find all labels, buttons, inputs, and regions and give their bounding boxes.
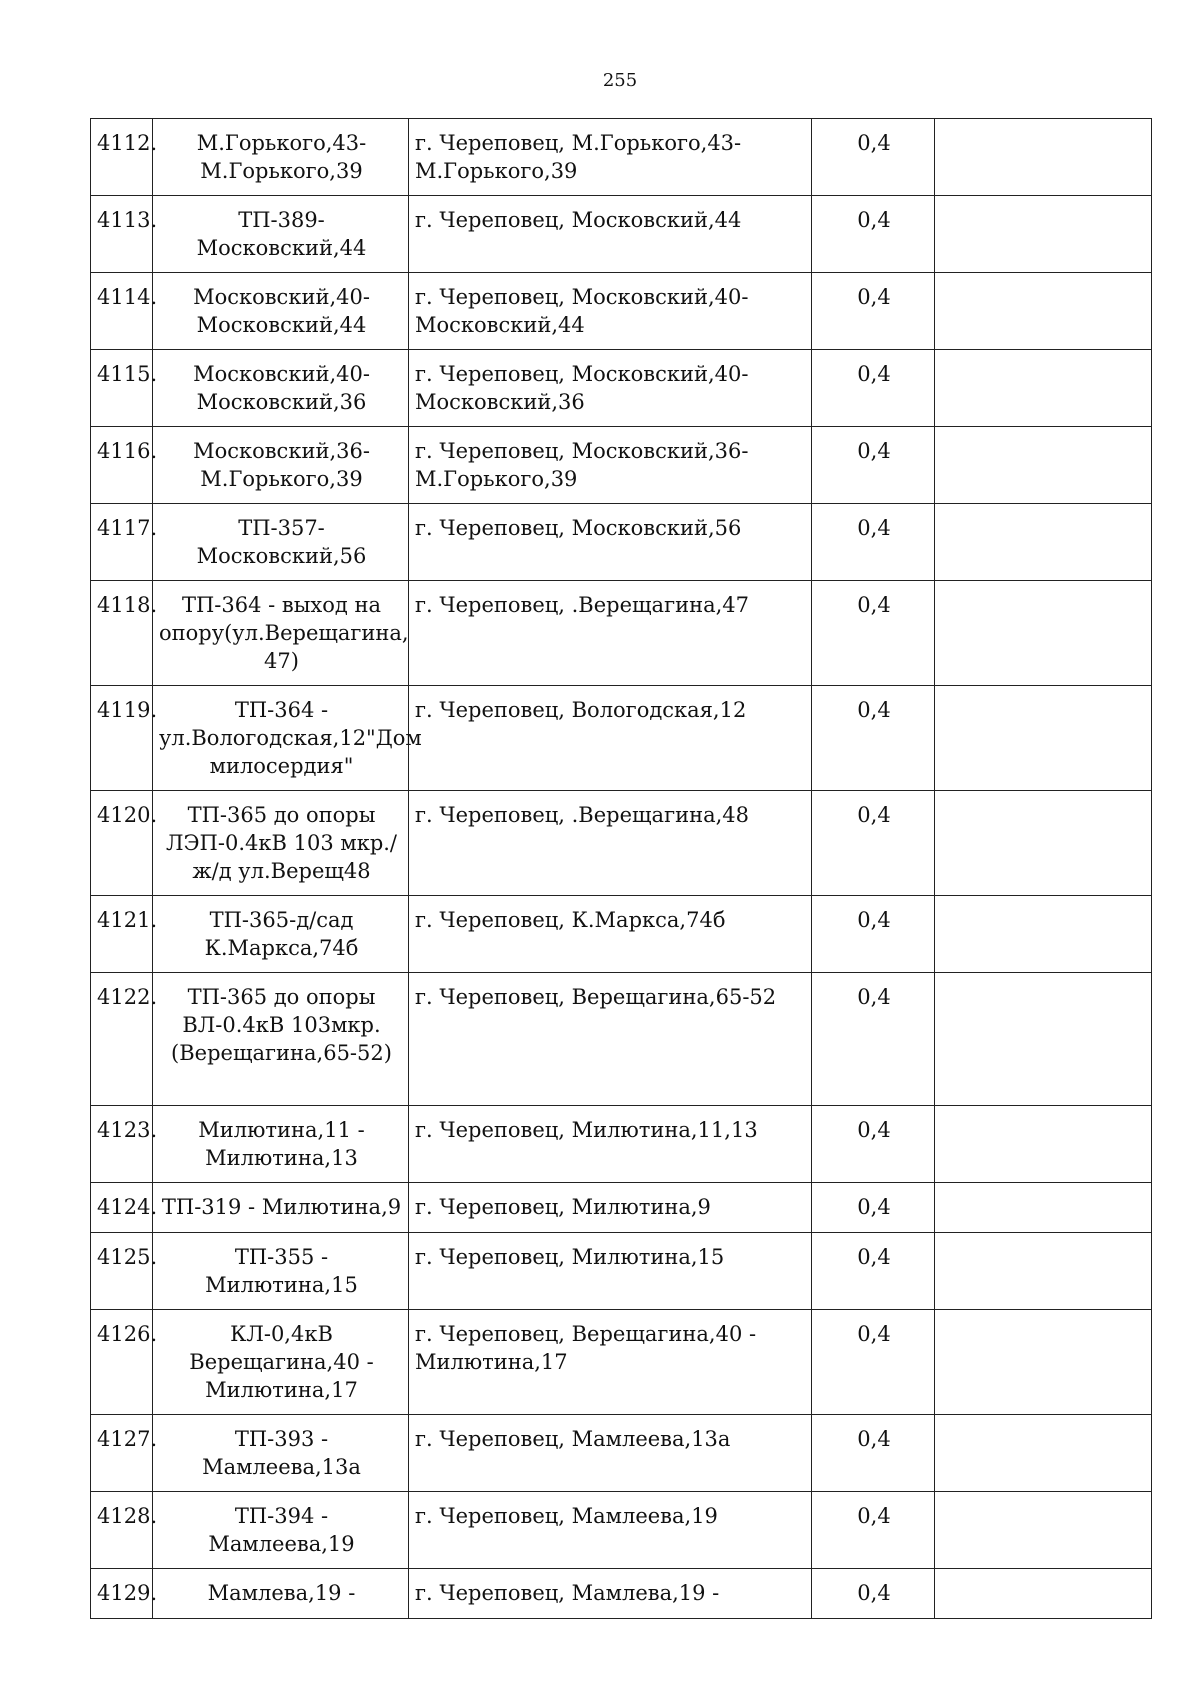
note-cell [935, 273, 1152, 350]
line-name-cell: ТП-319 - Милютина,9 [153, 1183, 409, 1233]
table-row [91, 1310, 1152, 1415]
note-cell [935, 896, 1152, 973]
note-cell [935, 1415, 1152, 1492]
row-number-cell: 4126. [91, 1310, 153, 1415]
row-number-cell: 4118. [91, 581, 153, 686]
note-cell [935, 1492, 1152, 1569]
row-number-cell: 4123. [91, 1106, 153, 1183]
voltage-cell: 0,4 [812, 1233, 935, 1310]
line-name-cell: М.Горького,43-М.Горького,39 [153, 119, 409, 196]
row-number-cell: 4127. [91, 1415, 153, 1492]
row-number-cell: 4122. [91, 973, 153, 1106]
line-name-cell: ТП-365-д/сад К.Маркса,74б [153, 896, 409, 973]
note-cell [935, 1233, 1152, 1310]
table-row [91, 1233, 1152, 1310]
table-row [91, 504, 1152, 581]
voltage-cell: 0,4 [812, 581, 935, 686]
voltage-cell: 0,4 [812, 973, 935, 1106]
power-line-register-table [90, 118, 1152, 1619]
address-cell: г. Череповец, Московский,40-Московский,36 [409, 350, 812, 427]
note-cell [935, 196, 1152, 273]
note-cell [935, 504, 1152, 581]
table-row [91, 973, 1152, 1106]
note-cell [935, 119, 1152, 196]
voltage-cell: 0,4 [812, 1492, 935, 1569]
note-cell [935, 1569, 1152, 1619]
row-number-cell: 4119. [91, 686, 153, 791]
page-number: 255 [602, 70, 638, 91]
row-number-cell: 4129. [91, 1569, 153, 1619]
address-cell: г. Череповец, .Верещагина,48 [409, 791, 812, 896]
table-row [91, 119, 1152, 196]
table-row [91, 427, 1152, 504]
row-number-cell: 4112. [91, 119, 153, 196]
row-number-cell: 4116. [91, 427, 153, 504]
voltage-cell: 0,4 [812, 686, 935, 791]
address-cell: г. Череповец, Верещагина,40 - Милютина,17 [409, 1310, 812, 1415]
address-cell: г. Череповец, Московский,56 [409, 504, 812, 581]
line-name-cell: ТП-355 - Милютина,15 [153, 1233, 409, 1310]
row-number-cell: 4117. [91, 504, 153, 581]
table-body [91, 119, 1152, 1619]
line-name-cell: Московский,36-М.Горького,39 [153, 427, 409, 504]
address-cell: г. Череповец, Верещагина,65-52 [409, 973, 812, 1106]
line-name-cell: ТП-393 - Мамлеева,13а [153, 1415, 409, 1492]
table-row [91, 350, 1152, 427]
address-cell: г. Череповец, Мамлеева,19 [409, 1492, 812, 1569]
voltage-cell: 0,4 [812, 504, 935, 581]
voltage-cell: 0,4 [812, 273, 935, 350]
address-cell: г. Череповец, Мамлеева,13а [409, 1415, 812, 1492]
address-cell: г. Череповец, Мамлева,19 - [409, 1569, 812, 1619]
address-cell: г. Череповец, К.Маркса,74б [409, 896, 812, 973]
table-row [91, 273, 1152, 350]
voltage-cell: 0,4 [812, 791, 935, 896]
line-name-cell: ТП-394 - Мамлеева,19 [153, 1492, 409, 1569]
table-row [91, 581, 1152, 686]
table-row [91, 1492, 1152, 1569]
address-cell: г. Череповец, Московский,44 [409, 196, 812, 273]
line-name-cell: Мамлева,19 - [153, 1569, 409, 1619]
note-cell [935, 686, 1152, 791]
note-cell [935, 973, 1152, 1106]
row-number-cell: 4120. [91, 791, 153, 896]
note-cell [935, 581, 1152, 686]
voltage-cell: 0,4 [812, 896, 935, 973]
line-name-cell: ТП-364 - ул.Вологодская,12"Дом милосердия" [153, 686, 409, 791]
note-cell [935, 1106, 1152, 1183]
address-cell: г. Череповец, Милютина,11,13 [409, 1106, 812, 1183]
row-number-cell: 4124. [91, 1183, 153, 1233]
note-cell [935, 427, 1152, 504]
line-name-cell: Милютина,11 - Милютина,13 [153, 1106, 409, 1183]
address-cell: г. Череповец, М.Горького,43-М.Горького,39 [409, 119, 812, 196]
table-row [91, 1106, 1152, 1183]
table-row [91, 1569, 1152, 1619]
table-row [91, 1183, 1152, 1233]
line-name-cell: ТП-365 до опоры ЛЭП-0.4кВ 103 мкр./ж/д ул.Верещ48 [153, 791, 409, 896]
address-cell: г. Череповец, Милютина,15 [409, 1233, 812, 1310]
address-cell: г. Череповец, Вологодская,12 [409, 686, 812, 791]
table-row [91, 791, 1152, 896]
table-row [91, 896, 1152, 973]
voltage-cell: 0,4 [812, 1183, 935, 1233]
line-name-cell: ТП-357-Московский,56 [153, 504, 409, 581]
address-cell: г. Череповец, Милютина,9 [409, 1183, 812, 1233]
row-number-cell: 4113. [91, 196, 153, 273]
row-number-cell: 4114. [91, 273, 153, 350]
address-cell: г. Череповец, Московский,40-Московский,44 [409, 273, 812, 350]
voltage-cell: 0,4 [812, 1415, 935, 1492]
note-cell [935, 1183, 1152, 1233]
note-cell [935, 791, 1152, 896]
voltage-cell: 0,4 [812, 1569, 935, 1619]
line-name-cell: Московский,40-Московский,44 [153, 273, 409, 350]
row-number-cell: 4125. [91, 1233, 153, 1310]
voltage-cell: 0,4 [812, 1106, 935, 1183]
voltage-cell: 0,4 [812, 427, 935, 504]
note-cell [935, 1310, 1152, 1415]
table-row [91, 686, 1152, 791]
voltage-cell: 0,4 [812, 196, 935, 273]
line-name-cell: КЛ-0,4кВ Верещагина,40 - Милютина,17 [153, 1310, 409, 1415]
row-number-cell: 4121. [91, 896, 153, 973]
address-cell: г. Череповец, .Верещагина,47 [409, 581, 812, 686]
note-cell [935, 350, 1152, 427]
row-number-cell: 4128. [91, 1492, 153, 1569]
line-name-cell: ТП-365 до опоры ВЛ-0.4кВ 103мкр.(Верещагина,65-52) [153, 973, 409, 1106]
line-name-cell: ТП-364 - выход на опору(ул.Верещагина, 47) [153, 581, 409, 686]
row-number-cell: 4115. [91, 350, 153, 427]
line-name-cell: ТП-389-Московский,44 [153, 196, 409, 273]
voltage-cell: 0,4 [812, 350, 935, 427]
address-cell: г. Череповец, Московский,36-М.Горького,39 [409, 427, 812, 504]
line-name-cell: Московский,40-Московский,36 [153, 350, 409, 427]
table-row [91, 1415, 1152, 1492]
voltage-cell: 0,4 [812, 1310, 935, 1415]
voltage-cell: 0,4 [812, 119, 935, 196]
table-row [91, 196, 1152, 273]
